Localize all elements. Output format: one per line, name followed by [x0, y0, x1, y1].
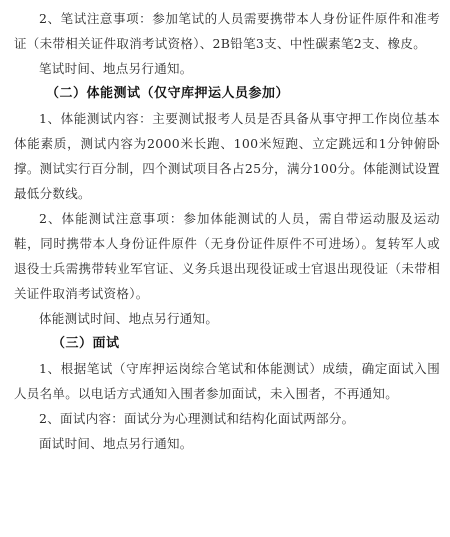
paragraph-written-exam-notes: 2、笔试注意事项：参加笔试的人员需要携带本人身份证件原件和准考证（未带相关证件取消考试资格）、2B铅笔3支、中性碳素笔2支、橡皮。 [14, 11, 440, 51]
paragraph-physical-test-time: 体能测试时间、地点另行通知。 [39, 311, 219, 326]
paragraph-interview-content: 2、面试内容：面试分为心理测试和结构化面试两部分。 [39, 411, 355, 426]
heading-interview: （三）面试 [52, 336, 120, 351]
paragraph-interview-shortlist: 1、根据笔试（守库押运岗综合笔试和体能测试）成绩，确定面试入围人员名单。以电话方式通知入围者参加面试，未入围者，不再通知。 [14, 361, 440, 401]
paragraph-written-exam-time: 笔试时间、地点另行通知。 [39, 61, 193, 76]
paragraph-interview-time: 面试时间、地点另行通知。 [39, 436, 193, 451]
paragraph-physical-test-notes: 2、体能测试注意事项：参加体能测试的人员，需自带运动服及运动鞋，同时携带本人身份证件原件（无身份证件原件不可进场）。复转军人或退役士兵需携带转业军官证、义务兵退出现役证或士官退出现役证（未带相关证件取消考试资格）。 [14, 211, 440, 301]
heading-physical-test: （二）体能测试（仅守库押运人员参加） [46, 86, 290, 101]
paragraph-physical-test-content: 1、体能测试内容：主要测试报考人员是否具备从事守押工作岗位基本体能素质，测试内容为2000米长跑、100米短跑、立定跳远和1分钟俯卧撑。测试实行百分制，四个测试项目各占25分，满分100分。体能测试设置最低分数线。 [14, 111, 440, 201]
